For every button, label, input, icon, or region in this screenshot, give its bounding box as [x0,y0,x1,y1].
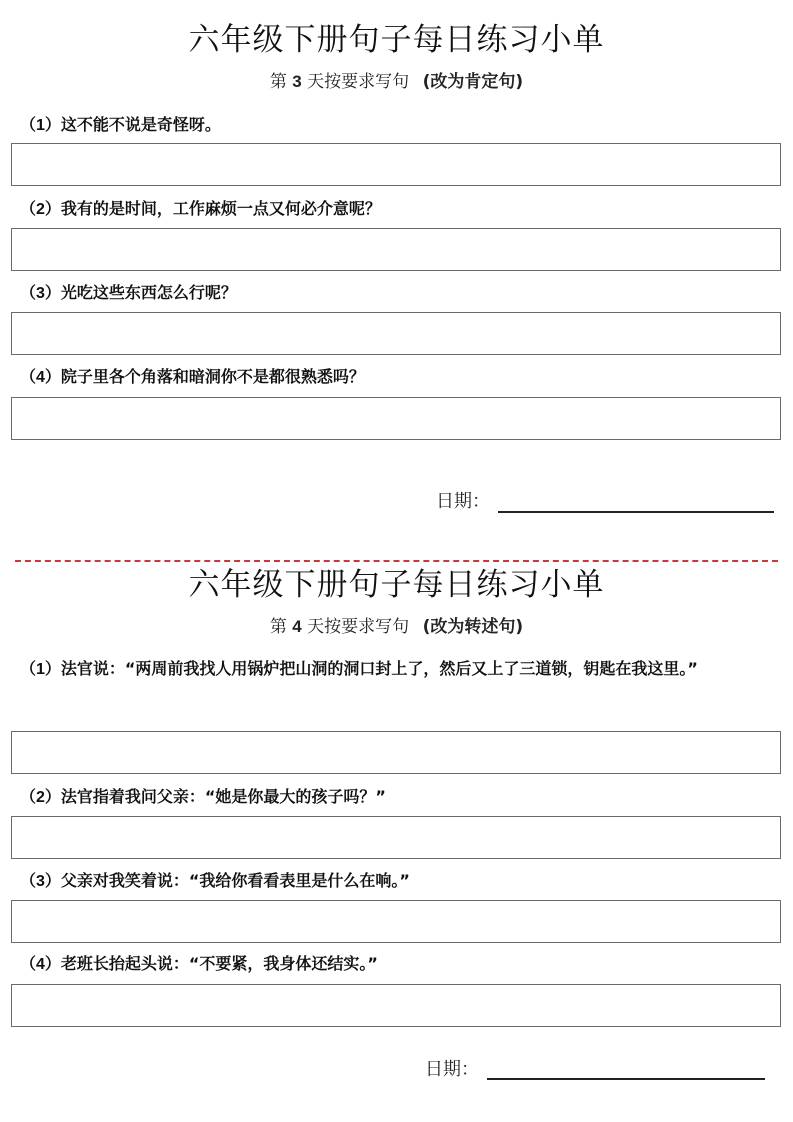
question-text: 父亲对我笑着说：“我给你看看表里是什么在响。” [60,871,410,890]
date-label: 日期： [425,1059,479,1080]
answer-box-3[interactable] [11,312,781,355]
day-suffix: 天按要求写句 [307,72,410,92]
question-number: （1） [20,117,61,134]
answer-box-2[interactable] [11,816,781,859]
sheet-2-subtitle [0,616,793,638]
answer-box-4[interactable] [11,984,781,1027]
question-number: （1） [20,661,61,678]
answer-box-3[interactable] [11,900,781,943]
question-3 [20,870,780,893]
date-input-line[interactable] [487,1078,765,1080]
question-number: （2） [20,789,61,806]
answer-box-4[interactable] [11,397,781,440]
question-4 [20,953,780,976]
requirement: (改为肯定句) [422,72,524,92]
question-text: 老班长抬起头说：“不要紧，我身体还结实。” [60,954,378,973]
sheet-1-subtitle [0,71,793,93]
question-text: 法官指着我问父亲：“她是你最大的孩子吗？” [60,787,386,806]
sheet-1-title: 六年级下册句子每日练习小单 [188,22,605,58]
question-text: 院子里各个角落和暗洞你不是都很熟悉吗？ [60,367,365,386]
day-number: 3 [292,72,302,91]
day-number: 4 [292,617,302,636]
sheet-2-title: 六年级下册句子每日练习小单 [188,567,605,603]
answer-box-1[interactable] [11,731,781,774]
question-number: （4） [20,369,61,386]
question-number: （4） [20,956,61,973]
question-3 [20,282,780,305]
question-text: 光吃这些东西怎么行呢？ [60,283,237,302]
question-1 [20,114,780,137]
question-2 [20,786,780,809]
question-number: （3） [20,285,61,302]
question-text: 我有的是时间，工作麻烦一点又何必介意呢？ [60,199,381,218]
date-input-line[interactable] [498,511,774,513]
question-4 [20,366,780,389]
question-1 [20,648,775,691]
answer-box-1[interactable] [11,143,781,186]
requirement: (改为转述句) [422,617,524,637]
question-2 [20,198,780,221]
question-number: （3） [20,873,61,890]
question-number: （2） [20,201,61,218]
answer-box-2[interactable] [11,228,781,271]
date-label: 日期： [436,491,490,512]
dashed-cut-divider [15,560,778,562]
day-prefix: 第 [269,72,287,92]
question-text: 这不能不说是奇怪呀。 [60,115,221,134]
day-suffix: 天按要求写句 [307,617,410,637]
question-text: 法官说：“两周前我找人用锅炉把山洞的洞口封上了，然后又上了三道锁，钥匙在我这里。” [60,659,698,678]
day-prefix: 第 [269,617,287,637]
